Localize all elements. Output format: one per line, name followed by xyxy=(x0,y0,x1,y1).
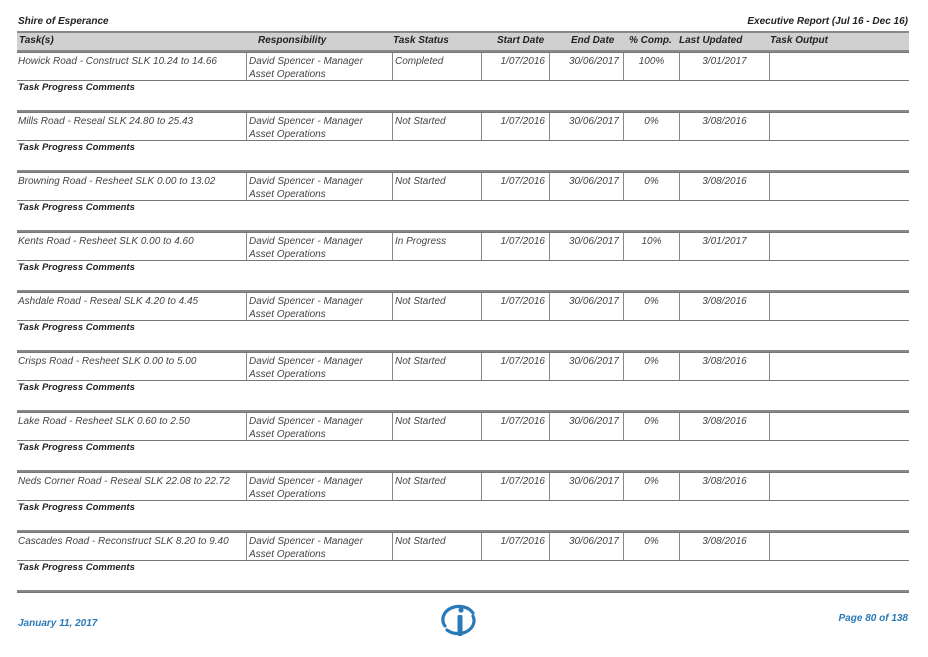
comments-label: Task Progress Comments xyxy=(18,142,135,153)
updated-cell: 3/01/2017 xyxy=(679,53,769,80)
end-cell: 30/06/2017 xyxy=(549,353,623,380)
responsibility-name: David Spencer - Manager xyxy=(249,116,363,127)
status-cell: Not Started xyxy=(392,113,481,140)
output-cell xyxy=(769,173,909,200)
table-row xyxy=(17,412,909,440)
comp-cell: 0% xyxy=(623,473,679,500)
updated-cell: 3/08/2016 xyxy=(679,113,769,140)
comments-label: Task Progress Comments xyxy=(18,322,135,333)
col-output: Task Output xyxy=(770,35,828,46)
report-title: Executive Report (Jul 16 - Dec 16) xyxy=(747,16,908,27)
responsibility-dept: Asset Operations xyxy=(249,129,326,140)
table-row xyxy=(17,112,909,140)
task-progress-comments xyxy=(17,500,909,532)
table-row xyxy=(17,352,909,380)
end-cell: 30/06/2017 xyxy=(549,533,623,560)
status-cell: Not Started xyxy=(392,473,481,500)
output-cell xyxy=(769,413,909,440)
start-cell: 1/07/2016 xyxy=(481,353,549,380)
comments-label: Task Progress Comments xyxy=(18,562,135,573)
updated-cell: 3/01/2017 xyxy=(679,233,769,260)
task-cell: Howick Road - Construct SLK 10.24 to 14.66 xyxy=(18,56,217,67)
task-progress-comments xyxy=(17,320,909,352)
end-cell: 30/06/2017 xyxy=(549,413,623,440)
task-progress-comments xyxy=(17,140,909,172)
responsibility-dept: Asset Operations xyxy=(249,309,326,320)
end-cell: 30/06/2017 xyxy=(549,113,623,140)
responsibility-dept: Asset Operations xyxy=(249,489,326,500)
task-cell: Browning Road - Resheet SLK 0.00 to 13.02 xyxy=(18,176,216,187)
updated-cell: 3/08/2016 xyxy=(679,293,769,320)
info-i-logo-icon xyxy=(439,604,479,638)
table-row xyxy=(17,52,909,80)
comp-cell: 0% xyxy=(623,173,679,200)
comp-cell: 0% xyxy=(623,413,679,440)
task-progress-comments xyxy=(17,260,909,292)
responsibility-cell xyxy=(246,473,392,500)
task-cell: Cascades Road - Reconstruct SLK 8.20 to 9.40 xyxy=(18,536,229,547)
updated-cell: 3/08/2016 xyxy=(679,173,769,200)
responsibility-dept: Asset Operations xyxy=(249,369,326,380)
responsibility-cell xyxy=(246,233,392,260)
status-cell: Not Started xyxy=(392,293,481,320)
table-row xyxy=(17,532,909,560)
responsibility-name: David Spencer - Manager xyxy=(249,476,363,487)
responsibility-name: David Spencer - Manager xyxy=(249,236,363,247)
output-cell xyxy=(769,53,909,80)
task-cell: Neds Corner Road - Reseal SLK 22.08 to 22.72 xyxy=(18,476,230,487)
responsibility-name: David Spencer - Manager xyxy=(249,416,363,427)
start-cell: 1/07/2016 xyxy=(481,113,549,140)
end-cell: 30/06/2017 xyxy=(549,233,623,260)
task-progress-comments xyxy=(17,80,909,112)
col-start: Start Date xyxy=(497,35,545,46)
task-cell: Crisps Road - Resheet SLK 0.00 to 5.00 xyxy=(18,356,197,367)
responsibility-dept: Asset Operations xyxy=(249,429,326,440)
table-header xyxy=(17,31,909,52)
responsibility-cell xyxy=(246,293,392,320)
col-responsibility: Responsibility xyxy=(258,35,327,46)
responsibility-cell xyxy=(246,113,392,140)
start-cell: 1/07/2016 xyxy=(481,473,549,500)
col-task: Task(s) xyxy=(19,35,54,46)
responsibility-cell xyxy=(246,533,392,560)
comments-label: Task Progress Comments xyxy=(18,262,135,273)
start-cell: 1/07/2016 xyxy=(481,173,549,200)
output-cell xyxy=(769,293,909,320)
report-date: January 11, 2017 xyxy=(18,618,98,629)
comments-label: Task Progress Comments xyxy=(18,442,135,453)
output-cell xyxy=(769,353,909,380)
comp-cell: 0% xyxy=(623,353,679,380)
responsibility-name: David Spencer - Manager xyxy=(249,536,363,547)
responsibility-name: David Spencer - Manager xyxy=(249,296,363,307)
start-cell: 1/07/2016 xyxy=(481,533,549,560)
status-cell: Not Started xyxy=(392,413,481,440)
responsibility-name: David Spencer - Manager xyxy=(249,176,363,187)
start-cell: 1/07/2016 xyxy=(481,293,549,320)
status-cell: Not Started xyxy=(392,353,481,380)
output-cell xyxy=(769,233,909,260)
responsibility-name: David Spencer - Manager xyxy=(249,56,363,67)
col-updated: Last Updated xyxy=(679,35,743,46)
responsibility-cell xyxy=(246,353,392,380)
status-cell: In Progress xyxy=(392,233,481,260)
start-cell: 1/07/2016 xyxy=(481,233,549,260)
table-row xyxy=(17,232,909,260)
end-cell: 30/06/2017 xyxy=(549,473,623,500)
task-progress-comments xyxy=(17,440,909,472)
output-cell xyxy=(769,533,909,560)
responsibility-dept: Asset Operations xyxy=(249,249,326,260)
task-cell: Kents Road - Resheet SLK 0.00 to 4.60 xyxy=(18,236,194,247)
table-row xyxy=(17,472,909,500)
task-progress-comments xyxy=(17,380,909,412)
status-cell: Not Started xyxy=(392,173,481,200)
task-progress-comments xyxy=(17,560,909,592)
table-row xyxy=(17,292,909,320)
end-cell: 30/06/2017 xyxy=(549,293,623,320)
status-cell: Not Started xyxy=(392,533,481,560)
task-cell: Lake Road - Resheet SLK 0.60 to 2.50 xyxy=(18,416,190,427)
comp-cell: 0% xyxy=(623,113,679,140)
task-cell: Mills Road - Reseal SLK 24.80 to 25.43 xyxy=(18,116,194,127)
page-number: Page 80 of 138 xyxy=(838,613,908,624)
comments-label: Task Progress Comments xyxy=(18,82,135,93)
start-cell: 1/07/2016 xyxy=(481,53,549,80)
comments-label: Task Progress Comments xyxy=(18,502,135,513)
comments-label: Task Progress Comments xyxy=(18,202,135,213)
responsibility-name: David Spencer - Manager xyxy=(249,356,363,367)
col-comp: % Comp. xyxy=(629,35,672,46)
comp-cell: 0% xyxy=(623,293,679,320)
updated-cell: 3/08/2016 xyxy=(679,413,769,440)
comments-label: Task Progress Comments xyxy=(18,382,135,393)
status-cell: Completed xyxy=(392,53,481,80)
org-name: Shire of Esperance xyxy=(18,16,109,27)
output-cell xyxy=(769,473,909,500)
comp-cell: 0% xyxy=(623,533,679,560)
end-cell: 30/06/2017 xyxy=(549,173,623,200)
output-cell xyxy=(769,113,909,140)
comp-cell: 10% xyxy=(623,233,679,260)
updated-cell: 3/08/2016 xyxy=(679,473,769,500)
responsibility-cell xyxy=(246,53,392,80)
col-status: Task Status xyxy=(393,35,449,46)
col-end: End Date xyxy=(571,35,615,46)
task-table xyxy=(17,31,909,593)
table-row xyxy=(17,172,909,200)
updated-cell: 3/08/2016 xyxy=(679,533,769,560)
comp-cell: 100% xyxy=(623,53,679,80)
responsibility-dept: Asset Operations xyxy=(249,549,326,560)
end-cell: 30/06/2017 xyxy=(549,53,623,80)
start-cell: 1/07/2016 xyxy=(481,413,549,440)
updated-cell: 3/08/2016 xyxy=(679,353,769,380)
responsibility-dept: Asset Operations xyxy=(249,189,326,200)
responsibility-cell xyxy=(246,173,392,200)
responsibility-cell xyxy=(246,413,392,440)
responsibility-dept: Asset Operations xyxy=(249,69,326,80)
task-progress-comments xyxy=(17,200,909,232)
task-cell: Ashdale Road - Reseal SLK 4.20 to 4.45 xyxy=(18,296,199,307)
